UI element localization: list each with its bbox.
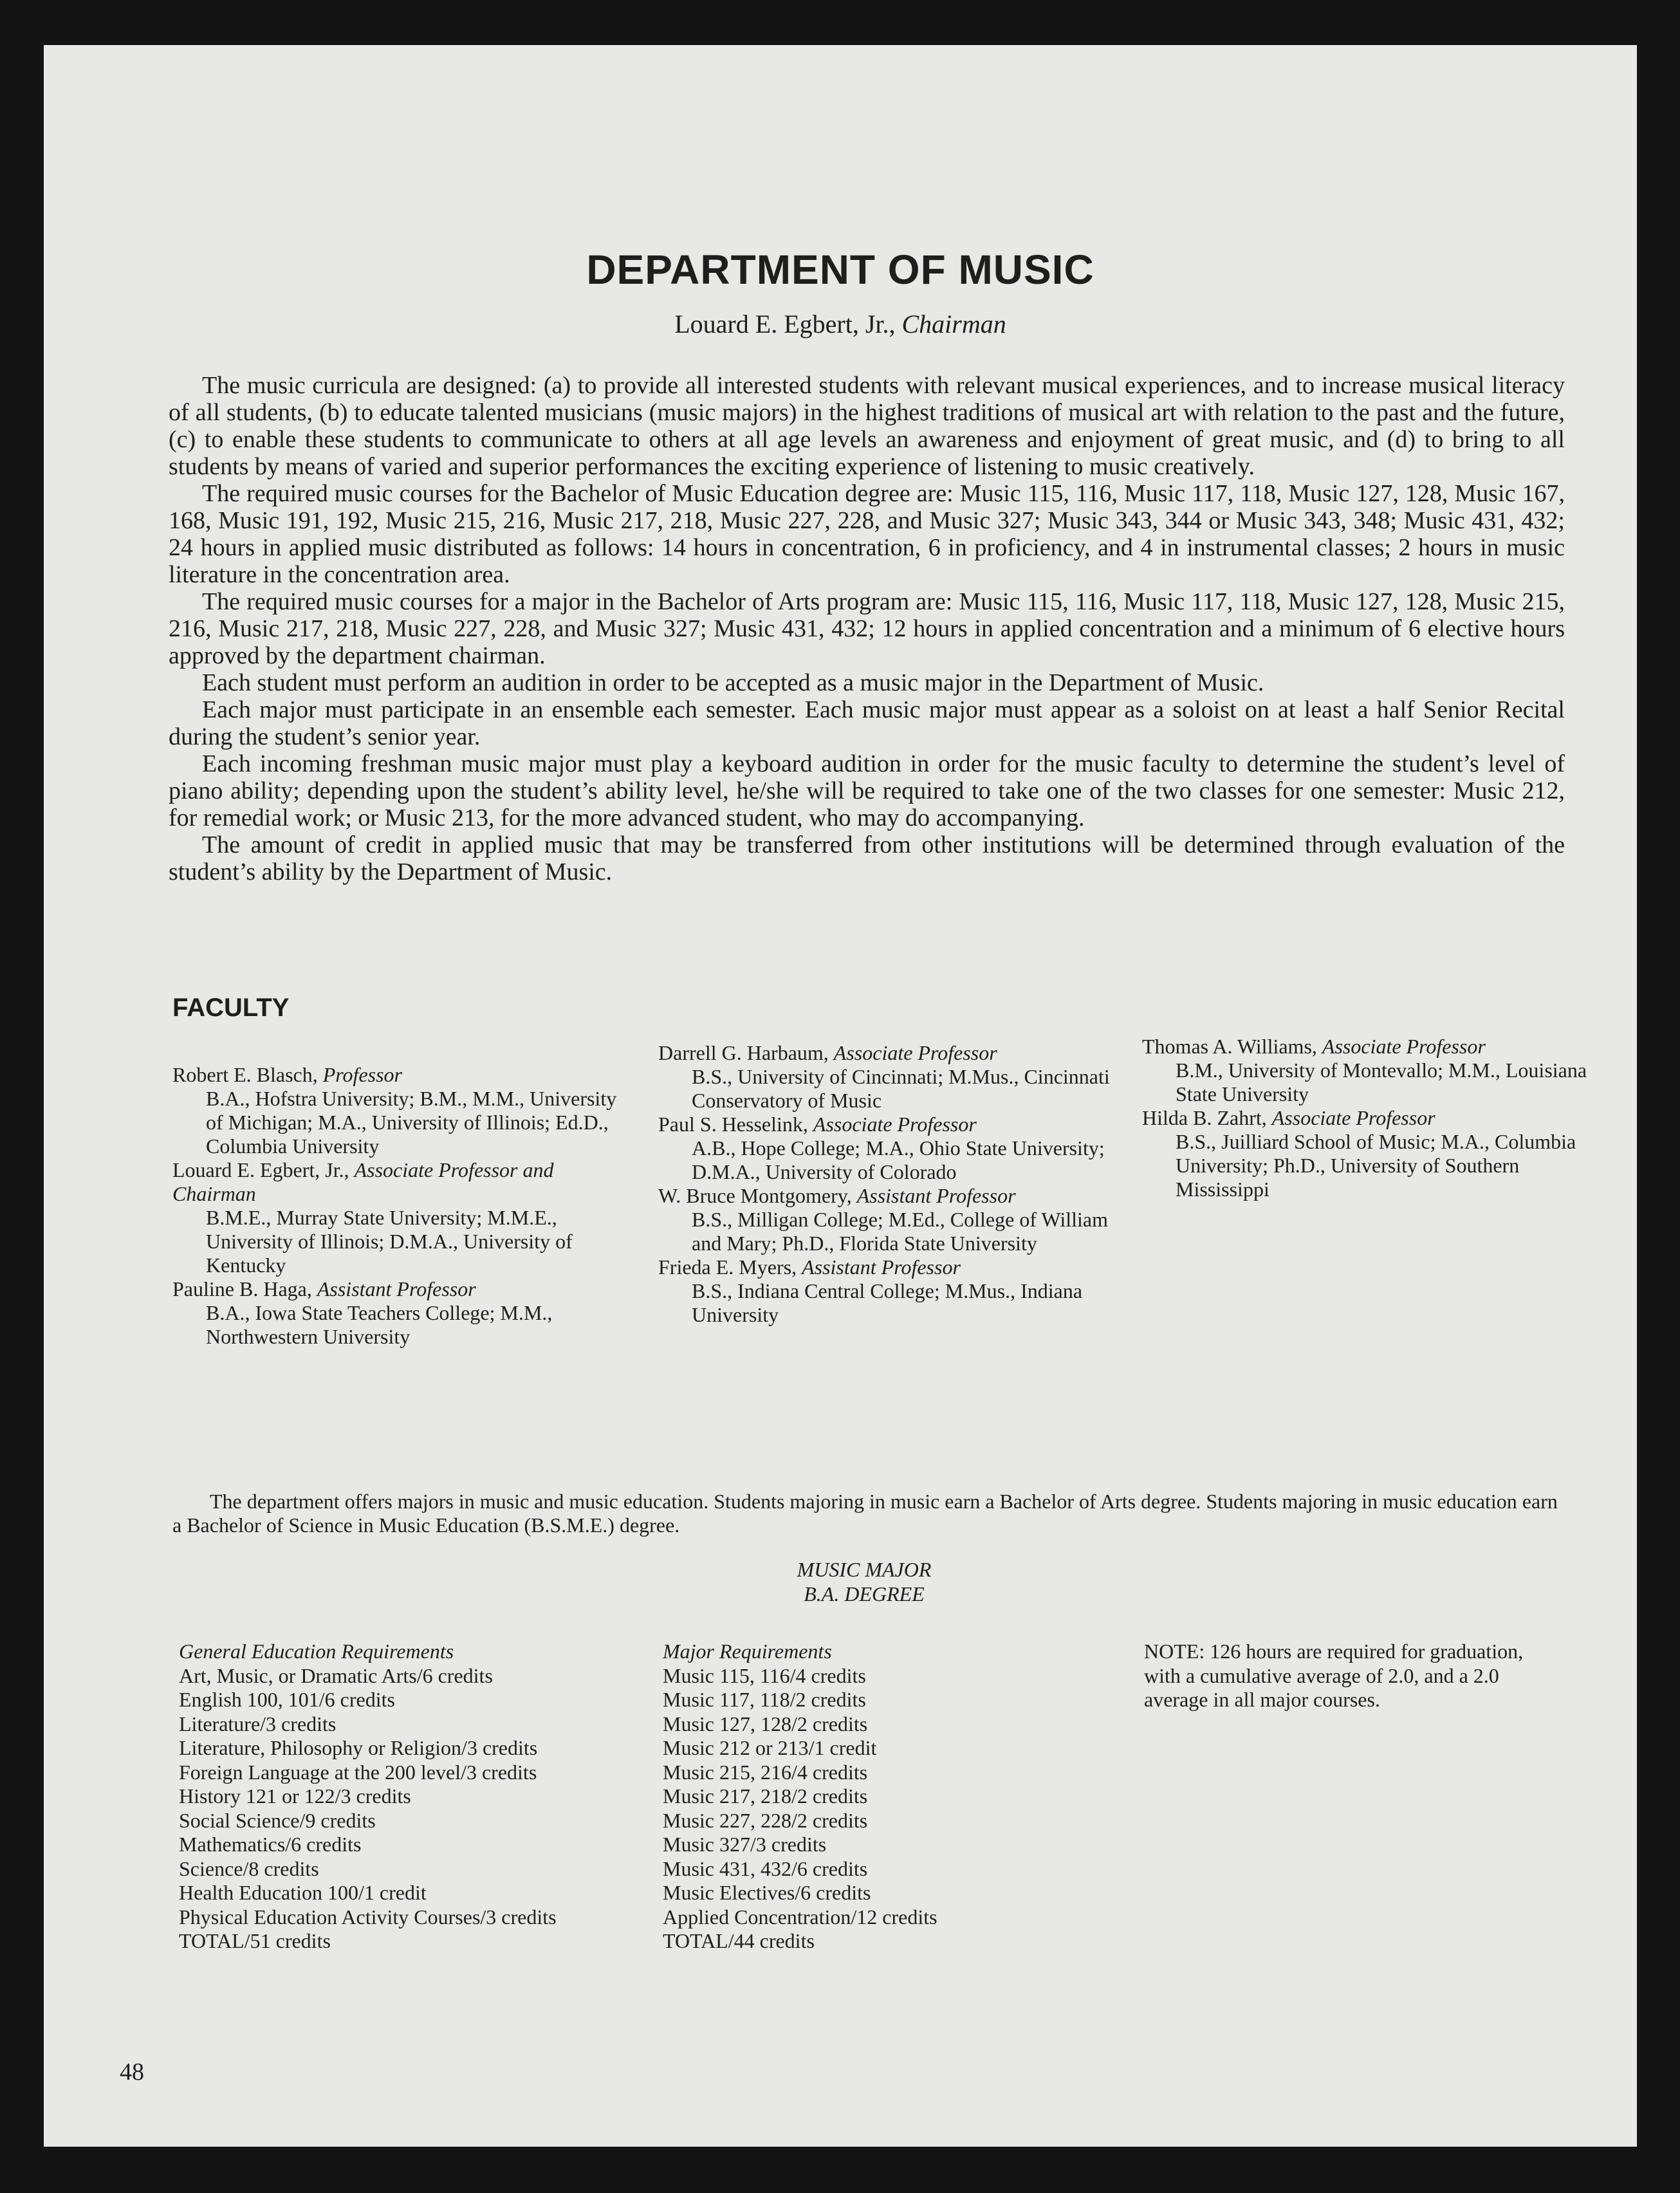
- requirement-item: Music 212 or 213/1 credit: [663, 1736, 877, 1759]
- intro-paragraph: Each major must participate in an ensemble each semester. Each music major must appear as a soloist on at least a half Senior Recital during the student’s senior year.: [169, 696, 1565, 750]
- requirement-item: History 121 or 122/3 credits: [179, 1784, 411, 1808]
- faculty-entry: [1142, 1106, 1592, 1201]
- requirement-item: Applied Concentration/12 credits: [663, 1905, 937, 1929]
- requirement-item: Music Electives/6 credits: [663, 1881, 871, 1904]
- faculty-entry: [658, 1041, 1115, 1113]
- faculty-degrees: B.A., Hofstra University; B.M., M.M., University of Michigan; M.A., University of Illinois; Ed.D., Columbia University: [206, 1087, 617, 1158]
- faculty-degrees: B.S., University of Cincinnati; M.Mus., Cincinnati Conservatory of Music: [692, 1065, 1110, 1112]
- faculty-column-2: [658, 1041, 1115, 1327]
- intro-paragraph: The amount of credit in applied music that may be transferred from other institutions will be determined through evaluation of the student’s ability by the Department of Music.: [169, 831, 1565, 885]
- requirement-item: Music 215, 216/4 credits: [663, 1760, 868, 1784]
- major-heading-line: MUSIC MAJOR: [797, 1558, 932, 1581]
- chairman-title: Chairman: [901, 310, 1006, 338]
- faculty-name: Pauline B. Haga,: [172, 1277, 312, 1300]
- faculty-title: Associate Professor: [833, 1041, 997, 1064]
- faculty-name: Louard E. Egbert, Jr.,: [172, 1158, 349, 1181]
- intro-paragraph: Each incoming freshman music major must play a keyboard audition in order for the music faculty to determine the student’s level of piano ability; depending upon the student’s ability level, he/she will be required to take one of the two classes for one semester: Music 212, for remedial work; or Music 213, for the more advanced student, who may do accompanying.: [169, 750, 1565, 831]
- faculty-column-3: [1142, 1035, 1592, 1201]
- faculty-title: Associate Professor: [1322, 1035, 1486, 1058]
- faculty-degrees: B.A., Iowa State Teachers College; M.M., Northwestern University: [206, 1301, 553, 1348]
- intro-paragraph: Each student must perform an audition in order to be accepted as a music major in the Department of Music.: [202, 669, 1264, 696]
- faculty-name: Thomas A. Williams,: [1142, 1035, 1317, 1058]
- faculty-entry: [1142, 1035, 1592, 1106]
- faculty-title: Professor: [322, 1063, 402, 1086]
- faculty-entry: [172, 1158, 623, 1277]
- chairman-name: Louard E. Egbert, Jr.,: [674, 310, 896, 338]
- faculty-column-1: [172, 1063, 623, 1349]
- requirement-item: Music 117, 118/2 credits: [663, 1688, 866, 1711]
- general-education-heading: General Education Requirements: [179, 1640, 454, 1663]
- general-education-list: [179, 1640, 668, 1954]
- faculty-title: Assistant Professor: [317, 1277, 476, 1300]
- faculty-title: Associate Professor: [1271, 1106, 1435, 1129]
- faculty-heading: FACULTY: [172, 994, 290, 1022]
- faculty-title: Assistant Professor: [802, 1255, 961, 1279]
- faculty-title: Associate Professor: [813, 1113, 977, 1136]
- faculty-name: W. Bruce Montgomery,: [658, 1184, 852, 1207]
- degree-offers-text: [172, 1490, 1569, 1537]
- requirement-total: TOTAL/51 credits: [179, 1929, 331, 1952]
- requirement-item: Mathematics/6 credits: [179, 1833, 362, 1856]
- requirement-item: Health Education 100/1 credit: [179, 1881, 427, 1904]
- page-number: 48: [120, 2059, 144, 2086]
- chairman-line: [44, 309, 1637, 339]
- intro-paragraph: The music curricula are designed: (a) to provide all interested students with relevant musical experiences, and to increase musical literacy of all students, (b) to educate talented musicians (music majors) in the highest traditions of musical art with relation to the past and the future, (c) to enable these students to communicate to others at all age levels an awareness and enjoyment of great music, and (d) to bring to all students by means of varied and superior performances the exciting experience of listening to music creatively.: [169, 372, 1565, 480]
- requirement-total: TOTAL/44 credits: [663, 1929, 815, 1952]
- requirement-item: Literature, Philosophy or Religion/3 credits: [179, 1736, 538, 1759]
- faculty-degrees: A.B., Hope College; M.A., Ohio State University; D.M.A., University of Colorado: [692, 1136, 1105, 1183]
- requirement-item: Social Science/9 credits: [179, 1808, 376, 1832]
- requirement-item: Music 227, 228/2 credits: [663, 1808, 868, 1832]
- page-title: DEPARTMENT OF MUSIC: [586, 246, 1094, 293]
- faculty-name: Darrell G. Harbaum,: [658, 1041, 829, 1064]
- faculty-title: Associate Professor and Chairman: [172, 1158, 554, 1205]
- graduation-note: NOTE: 126 hours are required for graduation, with a cumulative average of 2.0, and a 2.0 average in all major courses.: [1144, 1640, 1524, 1711]
- requirement-item: Art, Music, or Dramatic Arts/6 credits: [179, 1663, 493, 1687]
- requirement-item: Literature/3 credits: [179, 1712, 337, 1735]
- requirement-item: Music 327/3 credits: [663, 1833, 827, 1856]
- document-page: [44, 45, 1637, 2147]
- intro-paragraph: The required music courses for a major in the Bachelor of Arts program are: Music 115, 116, Music 117, 118, Music 127, 128, Music 215, 216, Music 217, 218, Music 227, 228, and Music 327; Music 431, 432; 12 hours in applied concentration and a minimum of 6 elective hours approved by the department chairman.: [169, 588, 1565, 669]
- faculty-name: Paul S. Hesselink,: [658, 1113, 808, 1136]
- major-requirements-list: [663, 1640, 1075, 1954]
- degree-offers-paragraph: The department offers majors in music and music education. Students majoring in music earn a Bachelor of Arts degree. Students majoring in music education earn a Bachelor of Science in Music Education (B.S.M.E.) degree.: [172, 1490, 1558, 1537]
- requirement-item: Music 115, 116/4 credits: [663, 1663, 866, 1687]
- requirement-item: Music 127, 128/2 credits: [663, 1712, 868, 1735]
- faculty-degrees: B.S., Juilliard School of Music; M.A., Columbia University; Ph.D., University of Southern Mississippi: [1176, 1130, 1576, 1201]
- faculty-entry: [658, 1255, 1115, 1327]
- requirement-item: English 100, 101/6 credits: [179, 1688, 395, 1711]
- faculty-name: Frieda E. Myers,: [658, 1255, 797, 1279]
- faculty-name: Robert E. Blasch,: [172, 1063, 318, 1086]
- faculty-degrees: B.M., University of Montevallo; M.M., Louisiana State University: [1176, 1059, 1587, 1106]
- faculty-degrees: B.S., Milligan College; M.Ed., College of William and Mary; Ph.D., Florida State University: [692, 1208, 1108, 1255]
- requirement-item: Music 217, 218/2 credits: [663, 1784, 868, 1808]
- faculty-entry: [658, 1113, 1115, 1184]
- requirement-item: Physical Education Activity Courses/3 credits: [179, 1905, 557, 1929]
- faculty-entry: [172, 1277, 623, 1349]
- faculty-entry: [658, 1184, 1115, 1255]
- faculty-degrees: B.S., Indiana Central College; M.Mus., Indiana University: [692, 1279, 1083, 1326]
- faculty-name: Hilda B. Zahrt,: [1142, 1106, 1267, 1129]
- faculty-entry: [172, 1063, 623, 1158]
- major-heading: [710, 1557, 1019, 1606]
- requirement-item: Science/8 credits: [179, 1856, 319, 1880]
- requirement-item: Music 431, 432/6 credits: [663, 1856, 868, 1880]
- major-heading-line: B.A. DEGREE: [804, 1582, 925, 1605]
- faculty-title: Assistant Professor: [856, 1184, 1016, 1207]
- intro-text: [169, 372, 1565, 885]
- intro-paragraph: The required music courses for the Bachelor of Music Education degree are: Music 115, 116, Music 117, 118, Music 127, 128, Music 167, 168, Music 191, 192, Music 215, 216, Music 217, 218, Music 227, 228, and Music 327; Music 343, 344 or Music 343, 348; Music 431, 432; 24 hours in applied music distributed as follows: 14 hours in concentration, 6 in proficiency, and 4 in instrumental classes; 2 hours in music literature in the concentration area.: [169, 480, 1565, 588]
- requirement-item: Foreign Language at the 200 level/3 credits: [179, 1760, 537, 1784]
- major-requirements-heading: Major Requirements: [663, 1640, 832, 1663]
- faculty-degrees: B.M.E., Murray State University; M.M.E., University of Illinois; D.M.A., University of Kentucky: [206, 1206, 573, 1277]
